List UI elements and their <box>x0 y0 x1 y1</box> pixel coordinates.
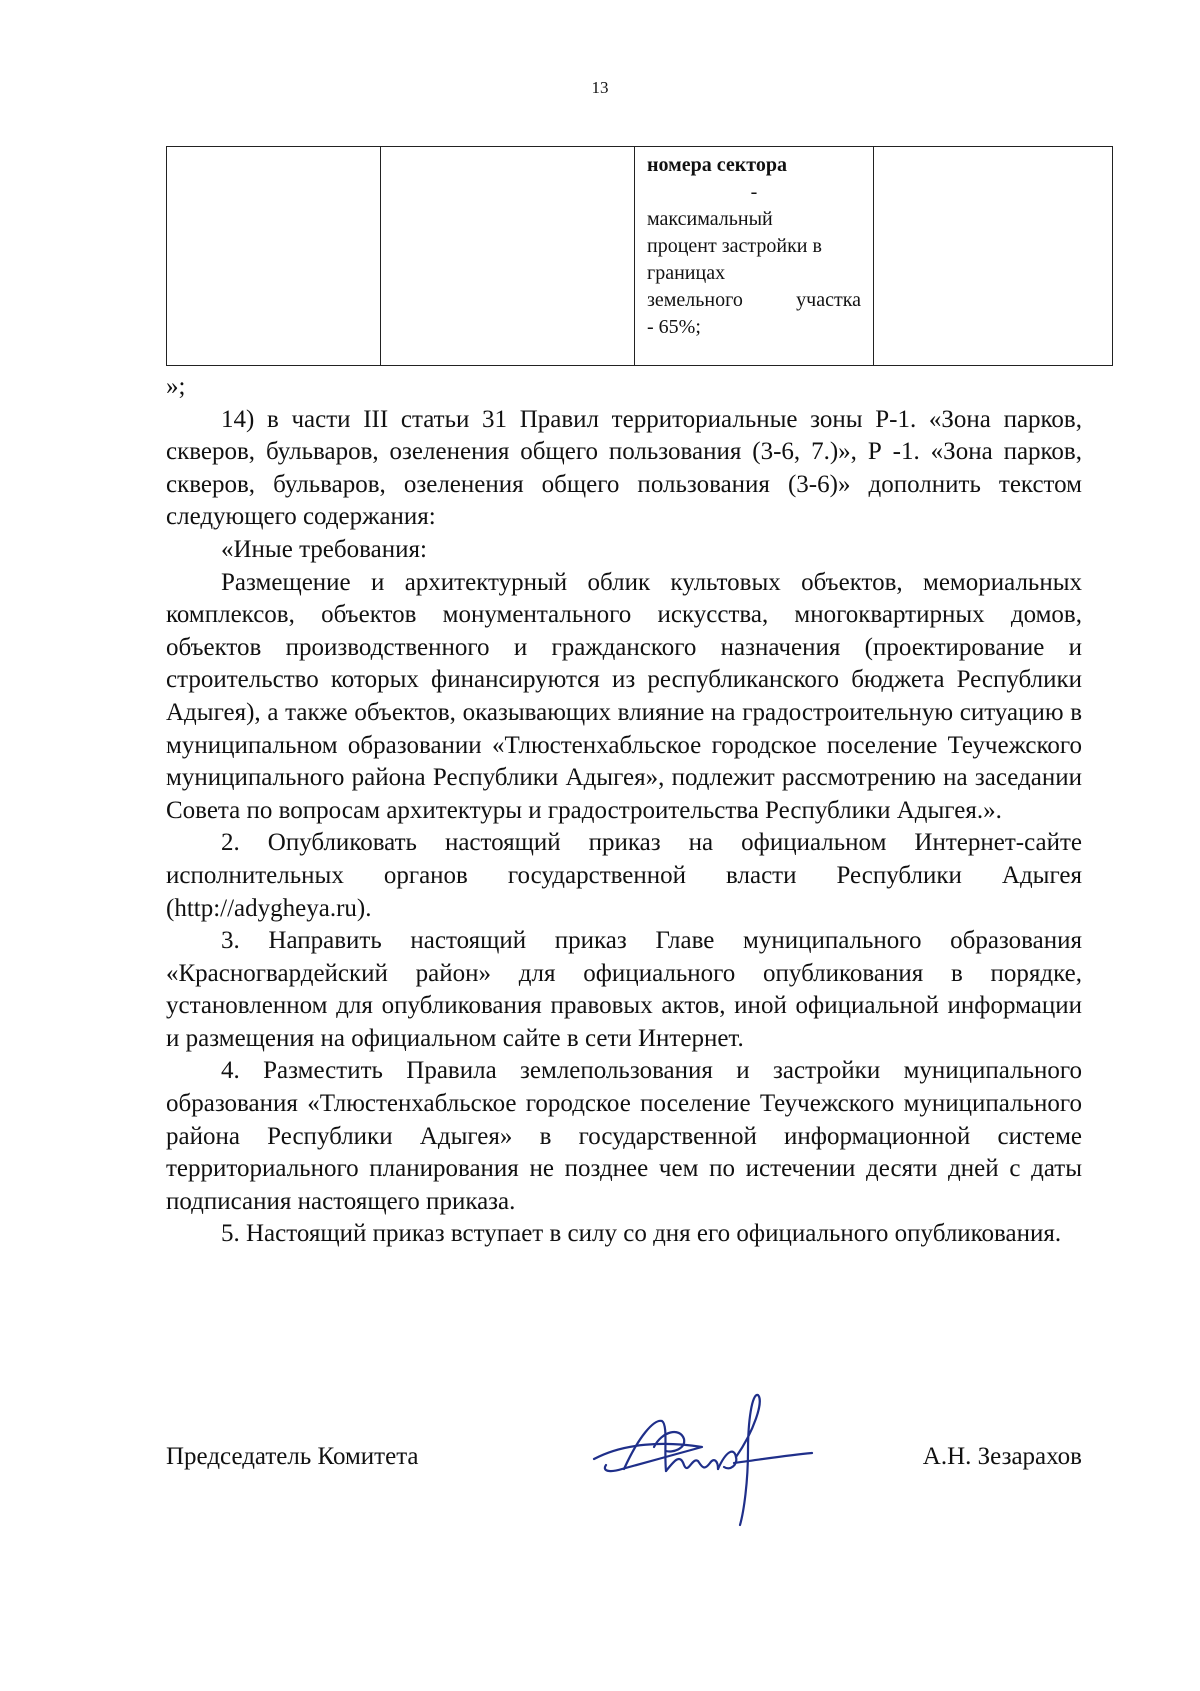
cell-line: земельного участка <box>647 289 861 311</box>
paragraph-item-5: 5. Настоящий приказ вступает в силу со дня его официального опубликования. <box>221 1220 1062 1248</box>
paragraph-item-3: 3. Направить настоящий приказ Главе муниципального образования «Красногвардейский район» для официального опубликования в порядке, установленном для опубликования правовых актов, иной официальной информации и размещения на официальном сайте в сети Интернет. <box>166 927 1082 1052</box>
signatory-position: Председатель Комитета <box>166 1443 419 1470</box>
sector-number-label: номера сектора <box>647 154 787 176</box>
table-cell-4 <box>874 147 1113 366</box>
document-body <box>166 371 1082 1251</box>
paragraph-item-4: 4. Разместить Правила землепользования и застройки муниципального образования «Тлюстенхабльское городское поселение Теучежского муниципального района Республики Адыгея» в государственной информационной системе территориального планирования не позднее чем по истечении десяти дней с даты подписания настоящего приказа. <box>166 1057 1082 1215</box>
cell-line: максимальный <box>647 208 773 230</box>
signatory-name: А.Н. Зезарахов <box>922 1443 1082 1470</box>
table-cell-2 <box>381 147 635 366</box>
signature-block <box>166 1421 1082 1561</box>
requirements-table <box>166 146 1113 366</box>
cell-line: - 65%; <box>647 316 701 338</box>
table-row <box>167 147 1113 366</box>
cell-line: процент застройки в <box>647 235 822 257</box>
closing-quote: »; <box>166 373 186 400</box>
paragraph-other-requirements: «Иные требования: <box>221 535 427 563</box>
cell-text-block <box>635 147 873 341</box>
cell-line: границах <box>647 262 726 284</box>
handwritten-signature <box>584 1391 824 1531</box>
paragraph-placement: Размещение и архитектурный облик культовых объектов, мемориальных комплексов, объектов монументального искусства, многоквартирных домов, объектов производственного и гражданского назначения (проектирование и строительство которых финансируются из республиканского бюджета Республики Адыгея), а также объектов, оказывающих влияние на градостроительную ситуацию в муниципальном образовании «Тлюстенхабльское городское поселение Теучежского муниципального района Республики Адыгея», подлежит рассмотрению на заседании Совета по вопросам архитектуры и градостроительства Республики Адыгея.». <box>166 568 1082 824</box>
page-number: 13 <box>591 78 609 97</box>
paragraph-item-2: 2. Опубликовать настоящий приказ на официальном Интернет-сайте исполнительных органов государственной власти Республики Адыгея (http://adygheya.ru). <box>166 829 1082 922</box>
table-cell-1 <box>167 147 381 366</box>
table-cell-3 <box>635 147 874 366</box>
cell-dash: - <box>750 181 758 203</box>
paragraph-item-14: 14) в части III статьи 31 Правил территориальные зоны Р-1. «Зона парков, скверов, бульваров, озеленения общего пользования (3-6, 7.)», Р -1. «Зона парков, скверов, бульваров, озеленения общего пользования (3-6)» дополнить текстом следующего содержания: <box>166 405 1082 531</box>
